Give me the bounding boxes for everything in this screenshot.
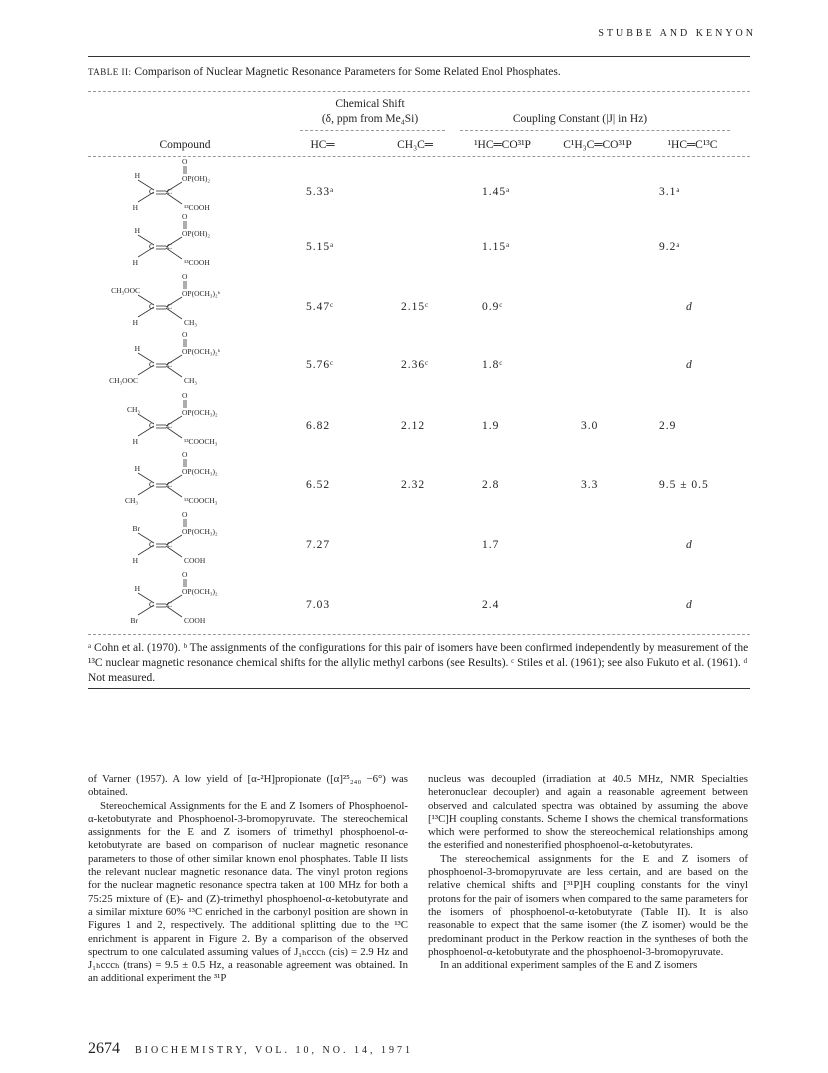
table-cell-mep: 3.3 [581,479,599,491]
table-cell-hc: 5.33ᵃ [306,186,335,198]
structure-diagram [110,570,260,629]
caption-text: Comparison of Nuclear Magnetic Resonance Parameters for Some Related Enol Phosphates. [134,66,561,78]
structure-label: OP(OCH₃)₂ [182,587,218,596]
table-cell-hc: 7.03 [306,599,331,611]
table-cell-hc13c: 9.5 ± 0.5 [659,479,709,491]
structure-label: H [134,344,140,353]
structure-label: Br [132,524,140,533]
structure-label: CH₃ [126,405,140,414]
structure-label: CH₃ [184,318,198,327]
structure-label: OP(OCH₃)₂ [182,408,218,417]
paragraph: nucleus was decoupled (irradiation at 40.5 MHz, NMR Specialties heteronuclear decoupler) and again a reasonable agreement between observed and calculated spectra was obtained by assuming the above [¹³C]H coupling constants. Scheme I shows the chemical transformations which were performed to show the stereochemical relationships among the esterified and nonesterified phosphoenol-α-ketobutyrates. [428,773,748,852]
structure-diagram [109,330,260,389]
structure-label: O [182,157,188,166]
structure-label: C [167,480,173,489]
chem-shift-underline [300,130,445,131]
table-cell-hc13c: 3.1ᵃ [659,186,681,198]
structure-label: H [134,584,140,593]
structure-diagram [110,157,260,216]
hcc13c-header: ¹HC═C¹³C [667,139,718,151]
table-footnote: ᵃ Cohn et al. (1970). ᵇ The assignments of the configurations for this pair of isomers have been confirmed independently by measurement of the ¹³C nuclear magnetic resonance chemical shifts for the allylic methyl carbons (see Results). ᶜ Stiles et al. (1961); see also Fukuto et al. (1961). ᵈ Not measured. [88,642,749,684]
structure-label: C [167,242,173,251]
structure-label: Br [130,616,138,625]
structure-label: ¹³COOH [184,203,210,212]
structure-diagram [110,272,260,331]
structure-label: H [134,226,140,235]
structure-label: C [167,187,173,196]
body-column-right [428,773,748,972]
structure-label: OP(OCH₃)₂ [182,527,218,536]
structure-label: H [132,556,138,565]
table-cell-hc: 6.82 [306,420,331,432]
table-cell-mep: 3.0 [581,420,599,432]
structure-diagram [110,212,260,271]
table-cell-ch3c: 2.12 [401,420,426,432]
running-head: STUBBE AND KENYON [598,28,756,39]
structure-label: OP(OCH₃)₂ [182,467,218,476]
compound-header: Compound [159,139,211,151]
structure-label: O [182,570,188,579]
header-top-rule [88,91,750,92]
paragraph: Stereochemical Assignments for the E and Z Isomers of Phosphoenol-α-ketobutyrate and Phosphoenol-3-bromopyruvate. The stereochemical assignments for the E and Z isomers of trimethyl phosphoenol-α-ketobutyrate are based on comparison of nuclear magnetic resonance parameters to those of other similar known enol phosphates. Table II lists the relevant nuclear magnetic resonance data. The vinyl proton regions for the nuclear magnetic resonance spectra taken at 100 MHz for both a 75:25 mixture of (E)- and (Z)-trimethyl phosphoenol-α-ketobutyrate and a similar mixture 60% ¹³C enriched in the carbonyl position are shown in Figures 1 and 2, respectively. The additional splitting due to the ¹³C enrichment is apparent in Figure 2. By a comparison of the observed spectrum to one calculated assuming values of J₁ₕcccₕ (cis) = 2.9 Hz and J₁ₕcccₕ (trans) = 9.5 ± 0.5 Hz, a reasonable agreement was obtained. In an additional experiment the ³¹P [88,799,408,985]
structure-label: ¹³COOCH₃ [184,437,218,446]
table-cell-hc: 7.27 [306,539,331,551]
table-cell-hp: 1.7 [482,539,500,551]
coupling-header: Coupling Constant (|J| in Hz) [512,113,648,125]
structure-label: O [182,510,188,519]
caption-label: TABLE II: [88,67,132,77]
structure-label: C [167,302,173,311]
table-cell-hc: 5.15ᵃ [306,241,335,253]
table-cell-hp: 1.15ᵃ [482,241,511,253]
structure-label: O [182,391,188,400]
structure-label: C [167,600,173,609]
page-number: 2674 [88,1040,120,1057]
table-cell-hc: 6.52 [306,479,331,491]
structure-label: O [182,272,188,281]
structure-label: ¹³COOCH₃ [184,496,218,505]
structure-label: CH₃OOC [111,286,140,295]
c1h3cco31p-header: C¹H₃C═CO³¹P [563,139,632,151]
coupling-underline [460,130,730,131]
table-cell-hc: 5.76ᶜ [306,359,335,371]
table-cell-hc13c: d [686,301,693,313]
table-cell-hc: 5.47ᶜ [306,301,335,313]
structure-label: H [132,258,138,267]
structure-diagram [110,450,260,509]
structure-label: C [148,540,154,549]
structure-label: OP(OCH₃)₂ᵇ [182,347,220,356]
paragraph: The stereochemical assignments for the E and Z isomers of phosphoenol-3-bromopyruvate are less certain, and are based on the relative chemical shifts and [³¹P]H coupling constants for the vinyl protons for the pair of isomers when compared to the same parameters for the isomers of phosphoenol-α-ketobutyrate (Table II). It is also reasonable to expect that the same isomer (the Z isomer) would be the predominant product in the Perkow reaction in the syntheses of both the phosphoenol-α-ketobutyrate and the phosphoenol-3-bromopyruvate. [428,852,748,958]
hcco31p-header: ¹HC═CO³¹P [474,139,531,151]
structure-diagram [110,510,260,569]
structure-label: ¹³COOH [184,258,210,267]
journal-line: BIOCHEMISTRY, VOL. 10, NO. 14, 1971 [135,1045,413,1056]
table-bottom-rule [88,634,750,635]
table-cell-ch3c: 2.15ᶜ [401,301,430,313]
structure-label: C [148,360,154,369]
structure-label: C [167,540,173,549]
table-cell-hc13c: d [686,359,693,371]
structure-label: C [167,421,173,430]
footnote-rule [88,688,750,689]
table-cell-hp: 1.9 [482,420,500,432]
chem-shift-header-2: (δ, ppm from Me₄Si) [321,113,419,125]
structure-label: CH₃ [124,496,138,505]
structure-label: H [134,464,140,473]
body-column-left [88,773,408,986]
table-cell-hc13c: 9.2ᵃ [659,241,681,253]
hc-header: HC═ [310,139,335,151]
table-cell-hc13c: d [686,599,693,611]
ch3c-header: CH₃C═ [397,139,433,151]
structure-label: OP(OCH₃)₂ᵇ [182,289,220,298]
structure-label: C [148,302,154,311]
table-cell-hp: 2.8 [482,479,500,491]
paragraph: In an additional experiment samples of the E and Z isomers [440,959,698,972]
structure-label: CH₃OOC [109,376,138,385]
table-cell-hc13c: d [686,539,693,551]
structure-label: CH₃ [184,376,198,385]
structure-label: OP(OH)₂ [182,174,211,183]
structure-label: H [132,203,138,212]
table-cell-ch3c: 2.36ᶜ [401,359,430,371]
structure-label: O [182,330,188,339]
table-cell-hp: 0.9ᶜ [482,301,504,313]
structure-label: H [132,318,138,327]
structure-label: O [182,212,188,221]
structure-label: C [148,421,154,430]
table-cell-hp: 1.45ᵃ [482,186,511,198]
structure-label: OP(OH)₂ [182,229,211,238]
top-rule [88,56,750,57]
structure-label: C [148,480,154,489]
structure-label: H [134,171,140,180]
structure-label: C [148,187,154,196]
table-cell-ch3c: 2.32 [401,479,426,491]
structure-label: COOH [184,616,206,625]
structure-label: C [148,242,154,251]
structure-label: H [132,437,138,446]
structure-diagram [110,391,260,450]
structure-label: C [148,600,154,609]
structure-label: COOH [184,556,206,565]
table-cell-hc13c: 2.9 [659,420,677,432]
table-cell-hp: 1.8ᶜ [482,359,504,371]
table-cell-hp: 2.4 [482,599,500,611]
structure-label: O [182,450,188,459]
table-caption [88,66,561,78]
chem-shift-header-1: Chemical Shift [335,98,405,110]
paragraph: of Varner (1957). A low yield of [α-²H]propionate ([α]²⁵₂₄₀ −6°) was obtained. [88,773,408,799]
structure-label: C [167,360,173,369]
